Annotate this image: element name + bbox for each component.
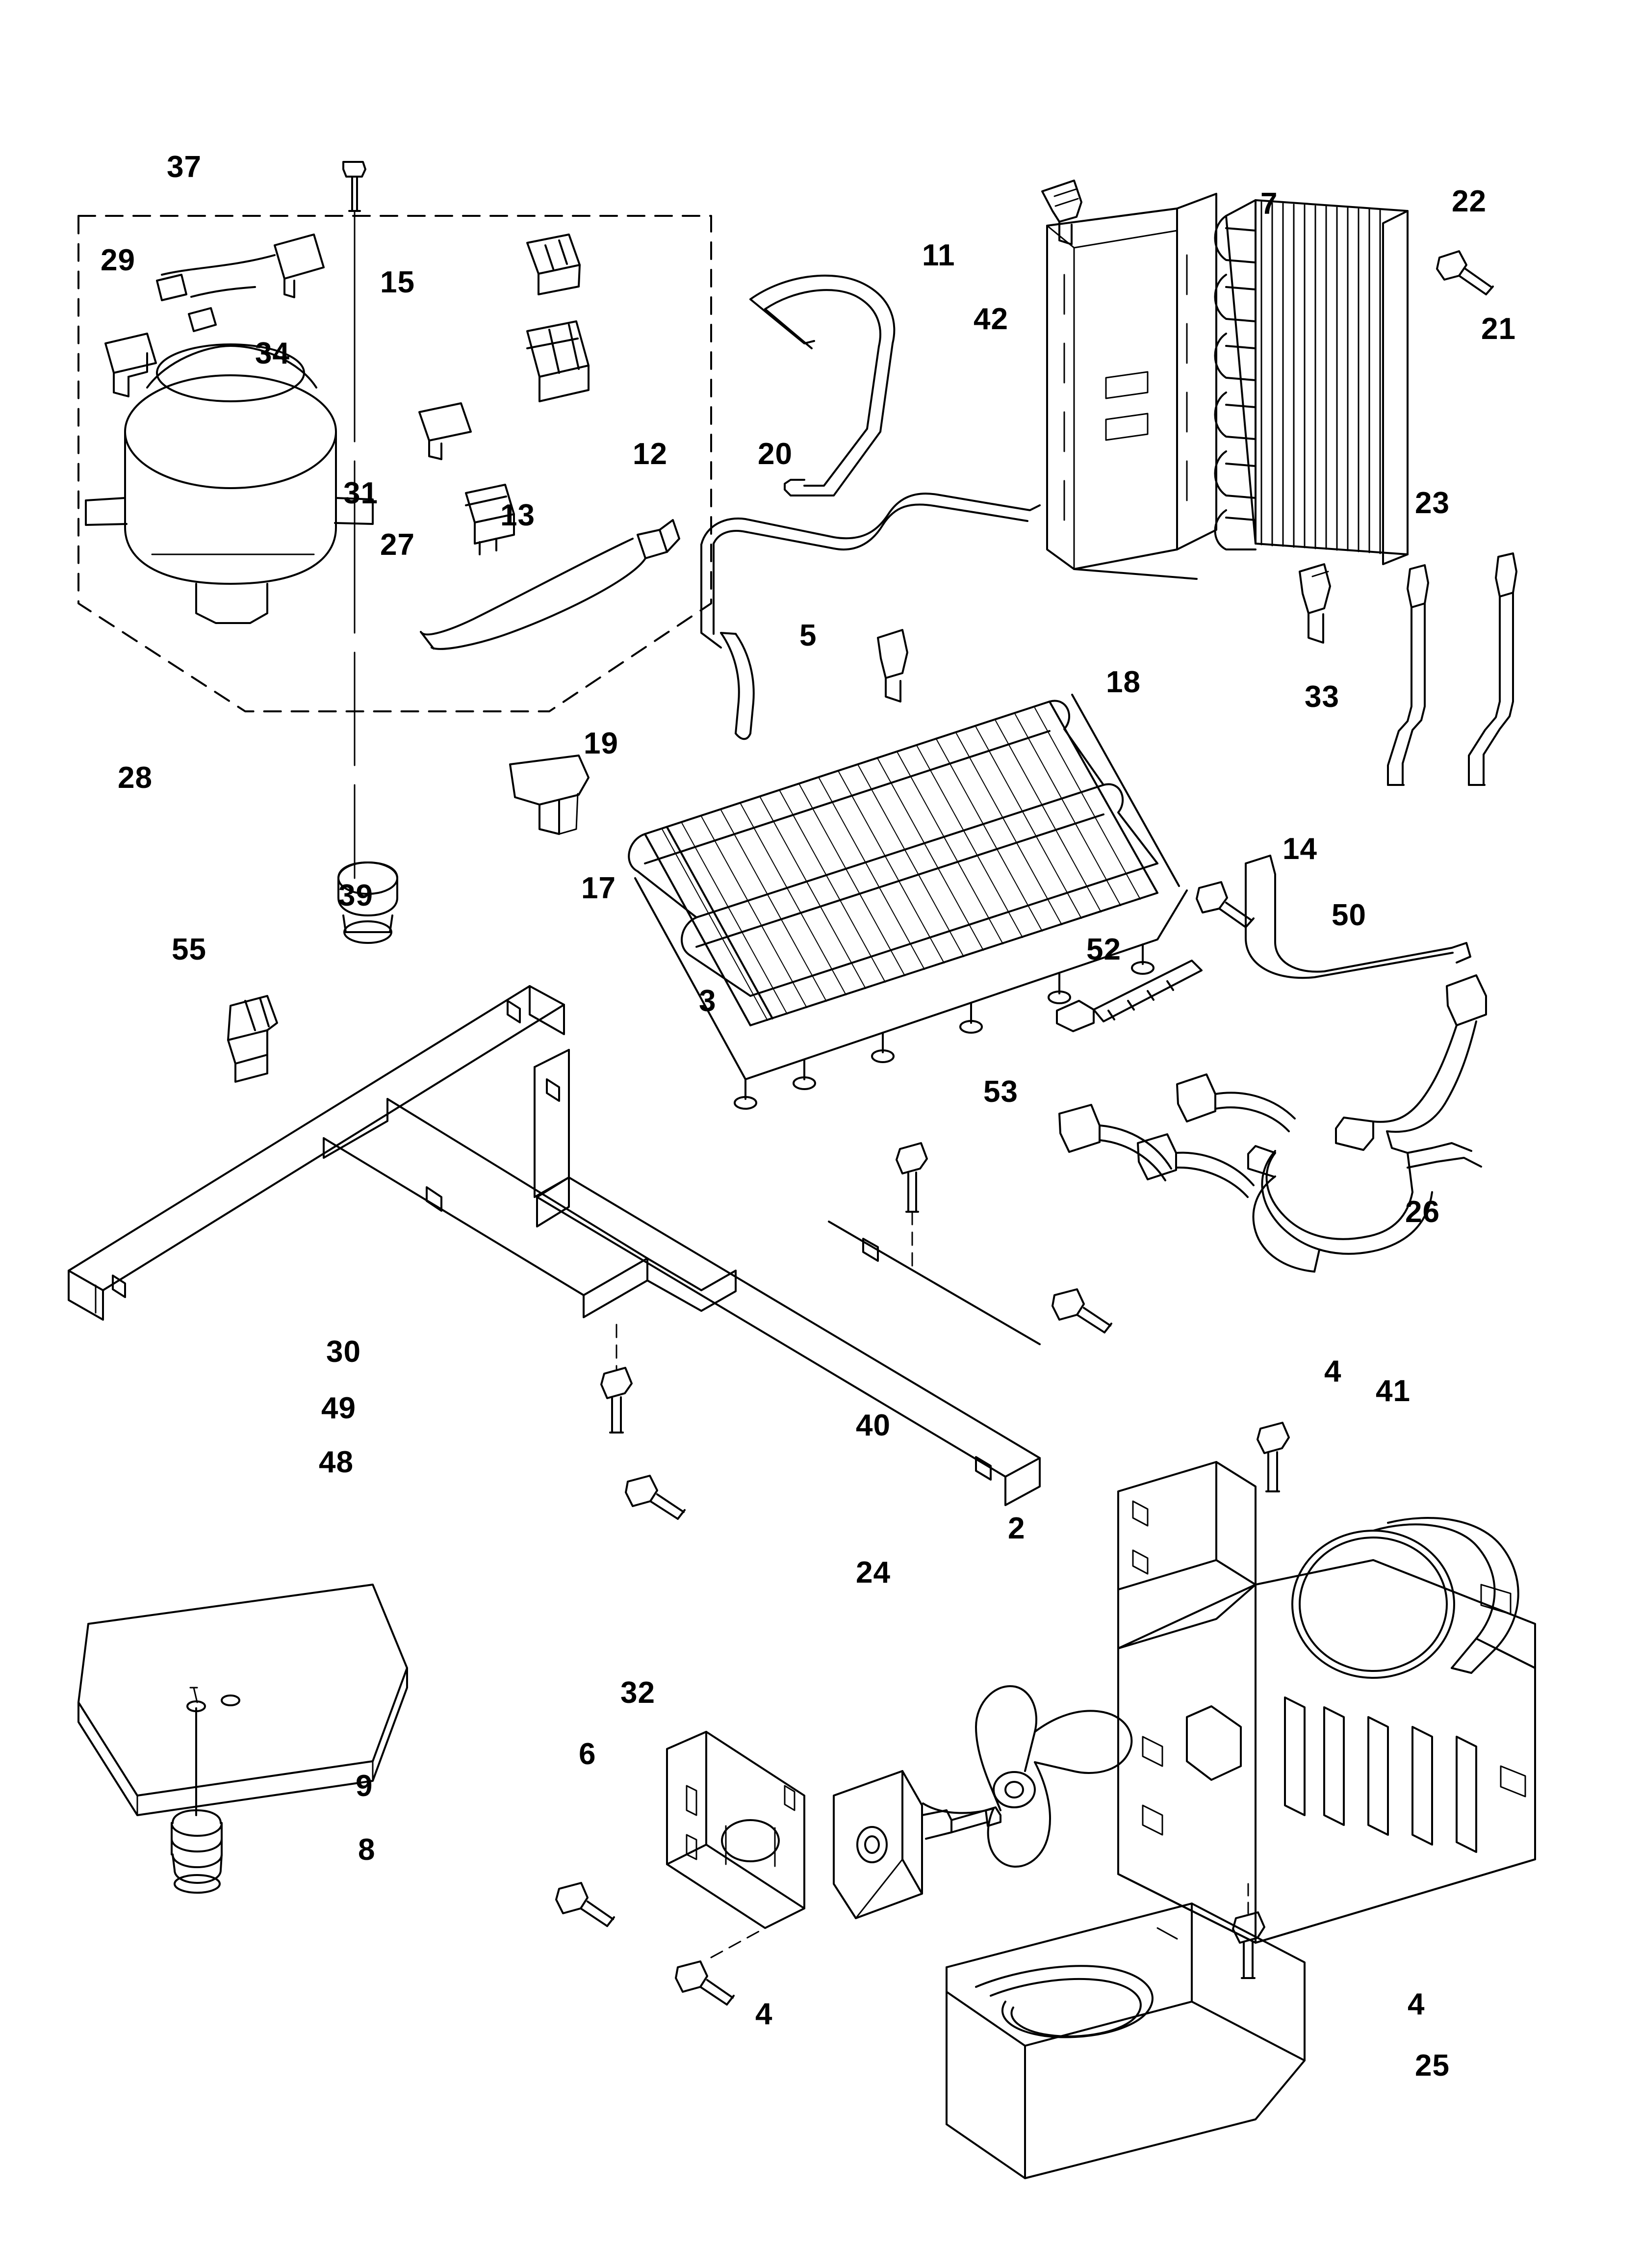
callout-number: 48 [319, 1445, 354, 1479]
callout-number: 25 [1415, 2049, 1450, 2083]
callout-number: 30 [326, 1335, 361, 1369]
callout-number: 14 [1283, 832, 1317, 866]
callout-number: 20 [758, 437, 793, 471]
callout-number: 40 [856, 1408, 891, 1442]
callout-number: 34 [255, 337, 290, 370]
callout-number: 27 [380, 528, 415, 562]
callout-number: 17 [581, 871, 616, 905]
callout-number: 28 [118, 761, 153, 795]
callout-number: 22 [1452, 184, 1487, 218]
callout-number: 29 [101, 243, 135, 277]
callout-number: 8 [358, 1833, 376, 1867]
callout-number: 5 [799, 619, 817, 652]
callout-number: 18 [1106, 665, 1141, 699]
callout-number: 49 [321, 1391, 356, 1425]
callout-number: 6 [579, 1737, 596, 1771]
callout-number: 31 [343, 476, 378, 510]
callout-number: 41 [1376, 1374, 1411, 1408]
callout-number: 26 [1405, 1195, 1440, 1229]
callout-number: 21 [1481, 312, 1516, 346]
callout-number: 19 [584, 727, 618, 760]
callout-number: 39 [338, 879, 373, 912]
callout-number: 7 [1260, 187, 1278, 221]
callout-number: 55 [172, 933, 206, 966]
callout-number: 50 [1332, 898, 1366, 932]
callout-number: 4 [1324, 1355, 1342, 1388]
callout-number: 12 [633, 437, 667, 471]
callout-number: 3 [699, 984, 717, 1018]
callout-number: 37 [167, 150, 202, 184]
callout-number: 15 [380, 265, 415, 299]
callout-number: 4 [1408, 1987, 1425, 2021]
callout-number: 42 [974, 302, 1008, 336]
callout-number: 9 [356, 1769, 373, 1803]
callout-number: 24 [856, 1556, 891, 1590]
callout-number: 32 [620, 1676, 655, 1710]
callout-number: 52 [1086, 933, 1121, 966]
callout-number: 23 [1415, 486, 1450, 520]
callout-number: 4 [755, 1997, 773, 2031]
callout-number: 33 [1305, 680, 1339, 714]
callout-number: 13 [500, 498, 535, 532]
callout-number: 11 [922, 238, 955, 272]
callout-number: 2 [1008, 1512, 1026, 1545]
callout-number: 53 [983, 1075, 1018, 1109]
